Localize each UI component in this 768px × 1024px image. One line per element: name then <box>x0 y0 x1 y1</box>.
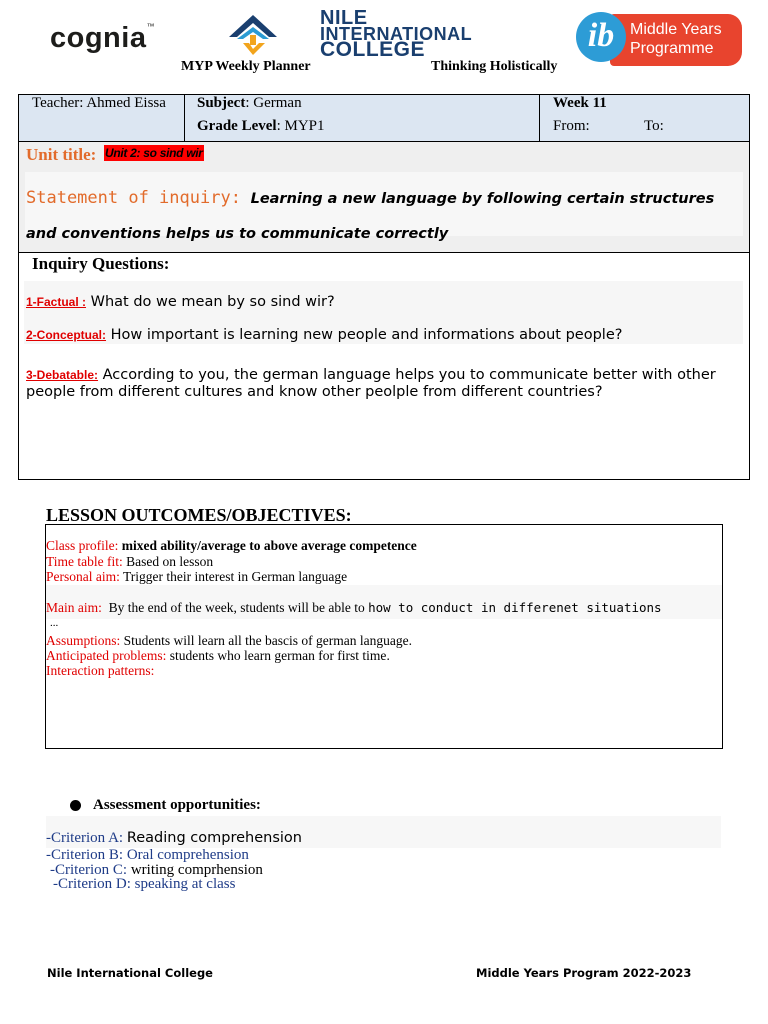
to-label: To: <box>644 118 664 134</box>
week-number: Week 11 <box>553 95 607 111</box>
assumptions: Assumptions: Students will learn all the bascis of german language. <box>46 633 412 648</box>
statement-label: Statement of inquiry: <box>26 188 241 208</box>
grade-level: Grade Level: MYP1 <box>197 118 325 134</box>
footer-college: Nile International College <box>47 966 213 980</box>
subject: Subject: German <box>197 95 302 111</box>
personal-aim: Personal aim: Trigger their interest in German language <box>46 569 348 584</box>
teacher-name: Teacher: Ahmed Eissa <box>32 95 166 111</box>
main-aim-ellipsis: ... <box>50 617 59 629</box>
criterion-d: -Criterion D: speaking at class <box>53 876 236 892</box>
college-emblem-icon <box>225 9 281 61</box>
question-debatable: 3-Debatable: According to you, the german language helps you to communicate better with other people from different cultures and know other peolple from different countries? <box>26 367 716 400</box>
unit-title-label: Unit title: <box>26 145 97 164</box>
teacher-cell <box>19 95 185 141</box>
motto: Thinking Holistically <box>431 59 558 74</box>
week-cell <box>540 95 749 141</box>
unit-title-value: Unit 2: so sind wir <box>105 146 203 160</box>
statement-of-inquiry <box>26 181 726 251</box>
footer-program: Middle Years Program 2022-2023 <box>476 966 692 980</box>
anticipated-problems: Anticipated problems: students who learn german for first time. <box>46 648 390 663</box>
criterion-b: -Criterion B: Oral comprehension <box>46 847 249 863</box>
question-conceptual: 2-Conceptual: How important is learning new people and informations about people? <box>26 327 623 343</box>
ib-logo-icon: ib <box>576 12 626 62</box>
statement-text: Learning a new language by following certain structures and conventions helps us to communicate correctly <box>26 191 715 242</box>
criterion-a: -Criterion A: Reading comprehension <box>46 830 302 846</box>
ib-programme-banner: Middle Years Programme <box>610 14 742 66</box>
bullet-icon <box>70 800 81 811</box>
question-factual: 1-Factual : What do we mean by so sind wir? <box>26 294 335 310</box>
cognia-logo: cognia™ <box>50 22 155 54</box>
subject-cell <box>185 95 540 141</box>
info-table <box>18 94 750 142</box>
inquiry-title: Inquiry Questions: <box>32 254 170 273</box>
timetable-fit: Time table fit: Based on lesson <box>46 554 214 569</box>
outcomes-title: LESSON OUTCOMES/OBJECTIVES: <box>46 505 352 525</box>
main-aim: Main aim: By the end of the week, students will be able to how to conduct in differenet situations <box>46 600 662 615</box>
from-label: From: <box>553 118 590 134</box>
college-logo-text: NILE INTERNATIONAL COLLEGE <box>320 7 473 61</box>
assessment-title: Assessment opportunities: <box>93 797 261 813</box>
interaction-patterns: Interaction patterns: <box>46 663 155 678</box>
planner-title: MYP Weekly Planner <box>181 59 311 74</box>
criterion-c: -Criterion C: writing comprhension <box>50 862 263 878</box>
class-profile: Class profile: mixed ability/average to above average competence <box>46 538 417 553</box>
